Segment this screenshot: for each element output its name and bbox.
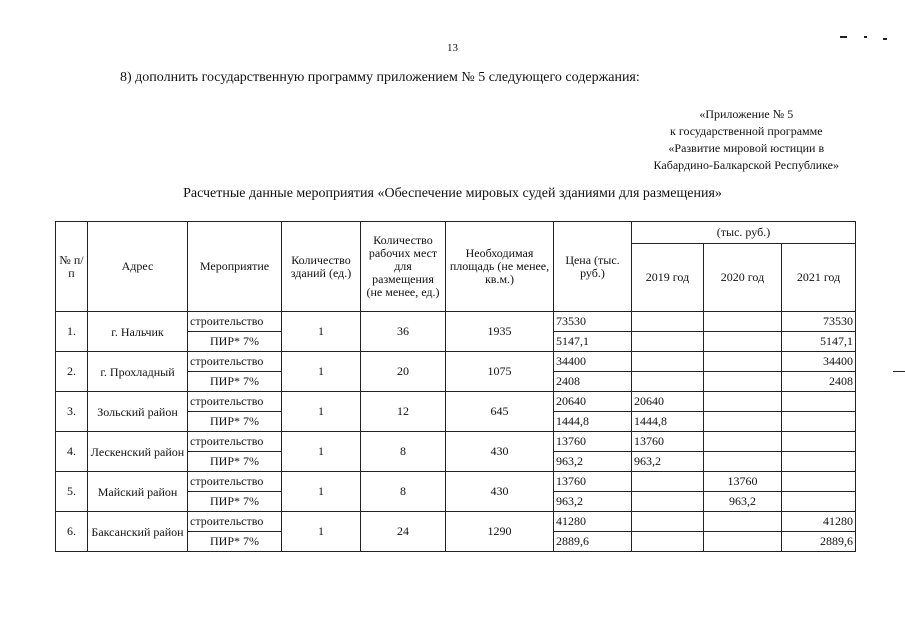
row-area: 1935 [446, 312, 554, 352]
row-price: 73530 [554, 312, 632, 332]
row-2020 [704, 432, 782, 452]
row-2021 [782, 492, 856, 512]
page-number: 13 [447, 42, 458, 54]
scan-mark [864, 36, 867, 38]
header-area: Необходимая площадь (не менее, кв.м.) [446, 222, 554, 312]
row-2020: 963,2 [704, 492, 782, 512]
header-event: Мероприятие [188, 222, 282, 312]
row-address: г. Нальчик [88, 312, 188, 352]
instruction-text: 8) дополнить государственную программу приложением № 5 следующего содержания: [120, 70, 640, 85]
row-2021: 34400 [782, 352, 856, 372]
row-2020 [704, 372, 782, 392]
row-event: ПИР* 7% [188, 332, 282, 352]
row-buildings: 1 [282, 352, 361, 392]
row-area: 1075 [446, 352, 554, 392]
row-2021 [782, 392, 856, 412]
table-row [56, 432, 856, 452]
row-address: Майский район [88, 472, 188, 512]
row-buildings: 1 [282, 472, 361, 512]
row-2019: 963,2 [632, 452, 704, 472]
row-buildings: 1 [282, 312, 361, 352]
table-title: Расчетные данные мероприятия «Обеспечение мировых судей зданиями для размещения» [183, 186, 722, 201]
appendix-line: к государственной программе [670, 124, 823, 138]
row-event: строительство [188, 432, 282, 452]
row-event: строительство [188, 472, 282, 492]
row-event: строительство [188, 512, 282, 532]
row-number: 1. [56, 312, 88, 352]
scan-mark [893, 371, 905, 372]
row-2020 [704, 512, 782, 532]
row-2019: 1444,8 [632, 412, 704, 432]
row-workplaces: 36 [361, 312, 446, 352]
row-2019 [632, 332, 704, 352]
row-workplaces: 12 [361, 392, 446, 432]
row-workplaces: 8 [361, 432, 446, 472]
row-workplaces: 8 [361, 472, 446, 512]
appendix-line: «Приложение № 5 [699, 107, 794, 121]
header-buildings: Количество зданий (ед.) [282, 222, 361, 312]
table-body [56, 312, 856, 552]
row-2020 [704, 332, 782, 352]
row-2021 [782, 432, 856, 452]
row-number: 3. [56, 392, 88, 432]
row-price: 963,2 [554, 492, 632, 512]
header-2019: 2019 год [632, 244, 704, 312]
header-2020: 2020 год [704, 244, 782, 312]
row-2019 [632, 312, 704, 332]
row-price: 5147,1 [554, 332, 632, 352]
row-area: 430 [446, 472, 554, 512]
row-number: 2. [56, 352, 88, 392]
scan-mark [883, 38, 887, 40]
row-2021: 41280 [782, 512, 856, 532]
data-table [55, 221, 856, 552]
row-buildings: 1 [282, 432, 361, 472]
row-2019 [632, 512, 704, 532]
row-price: 1444,8 [554, 412, 632, 432]
row-area: 430 [446, 432, 554, 472]
row-price: 41280 [554, 512, 632, 532]
table-header [56, 222, 856, 312]
row-event: строительство [188, 352, 282, 372]
header-2021: 2021 год [782, 244, 856, 312]
row-2021 [782, 412, 856, 432]
appendix-line: «Развитие мировой юстиции в [668, 141, 825, 155]
row-event: ПИР* 7% [188, 532, 282, 552]
row-event: строительство [188, 392, 282, 412]
row-price: 13760 [554, 472, 632, 492]
header-price: Цена (тыс. руб.) [554, 222, 632, 312]
table-row [56, 512, 856, 532]
table-row [56, 312, 856, 332]
appendix-line: Кабардино-Балкарской Республике» [653, 158, 839, 172]
row-2020 [704, 452, 782, 472]
row-event: строительство [188, 312, 282, 332]
row-number: 6. [56, 512, 88, 552]
row-event: ПИР* 7% [188, 452, 282, 472]
row-2019: 13760 [632, 432, 704, 452]
table-row [56, 392, 856, 412]
row-2019 [632, 352, 704, 372]
row-2021: 5147,1 [782, 332, 856, 352]
row-number: 5. [56, 472, 88, 512]
row-address: Зольский район [88, 392, 188, 432]
row-event: ПИР* 7% [188, 372, 282, 392]
row-address: Баксанский район [88, 512, 188, 552]
header-address: Адрес [88, 222, 188, 312]
row-address: г. Прохладный [88, 352, 188, 392]
row-event: ПИР* 7% [188, 412, 282, 432]
row-2021: 73530 [782, 312, 856, 332]
table-row [56, 472, 856, 492]
row-price: 963,2 [554, 452, 632, 472]
row-address: Лескенский район [88, 432, 188, 472]
row-2021: 2408 [782, 372, 856, 392]
row-workplaces: 24 [361, 512, 446, 552]
row-2019 [632, 472, 704, 492]
row-2019 [632, 492, 704, 512]
row-price: 13760 [554, 432, 632, 452]
row-area: 645 [446, 392, 554, 432]
row-2020 [704, 352, 782, 372]
row-2021: 2889,6 [782, 532, 856, 552]
row-area: 1290 [446, 512, 554, 552]
row-2019: 20640 [632, 392, 704, 412]
header-num: № п/п [56, 222, 88, 312]
row-buildings: 1 [282, 512, 361, 552]
header-workplaces: Количество рабочих мест для размещения (не менее, ед.) [361, 222, 446, 312]
row-price: 2889,6 [554, 532, 632, 552]
scan-mark [840, 36, 847, 38]
row-2020 [704, 412, 782, 432]
row-2020 [704, 312, 782, 332]
row-number: 4. [56, 432, 88, 472]
row-2020: 13760 [704, 472, 782, 492]
table-row [56, 352, 856, 372]
row-workplaces: 20 [361, 352, 446, 392]
row-2019 [632, 532, 704, 552]
row-buildings: 1 [282, 392, 361, 432]
appendix-heading [654, 106, 839, 174]
row-2020 [704, 392, 782, 412]
header-unit: (тыс. руб.) [632, 222, 856, 244]
row-price: 34400 [554, 352, 632, 372]
row-price: 2408 [554, 372, 632, 392]
row-event: ПИР* 7% [188, 492, 282, 512]
row-2021 [782, 472, 856, 492]
row-2019 [632, 372, 704, 392]
row-2020 [704, 532, 782, 552]
row-price: 20640 [554, 392, 632, 412]
row-2021 [782, 452, 856, 472]
